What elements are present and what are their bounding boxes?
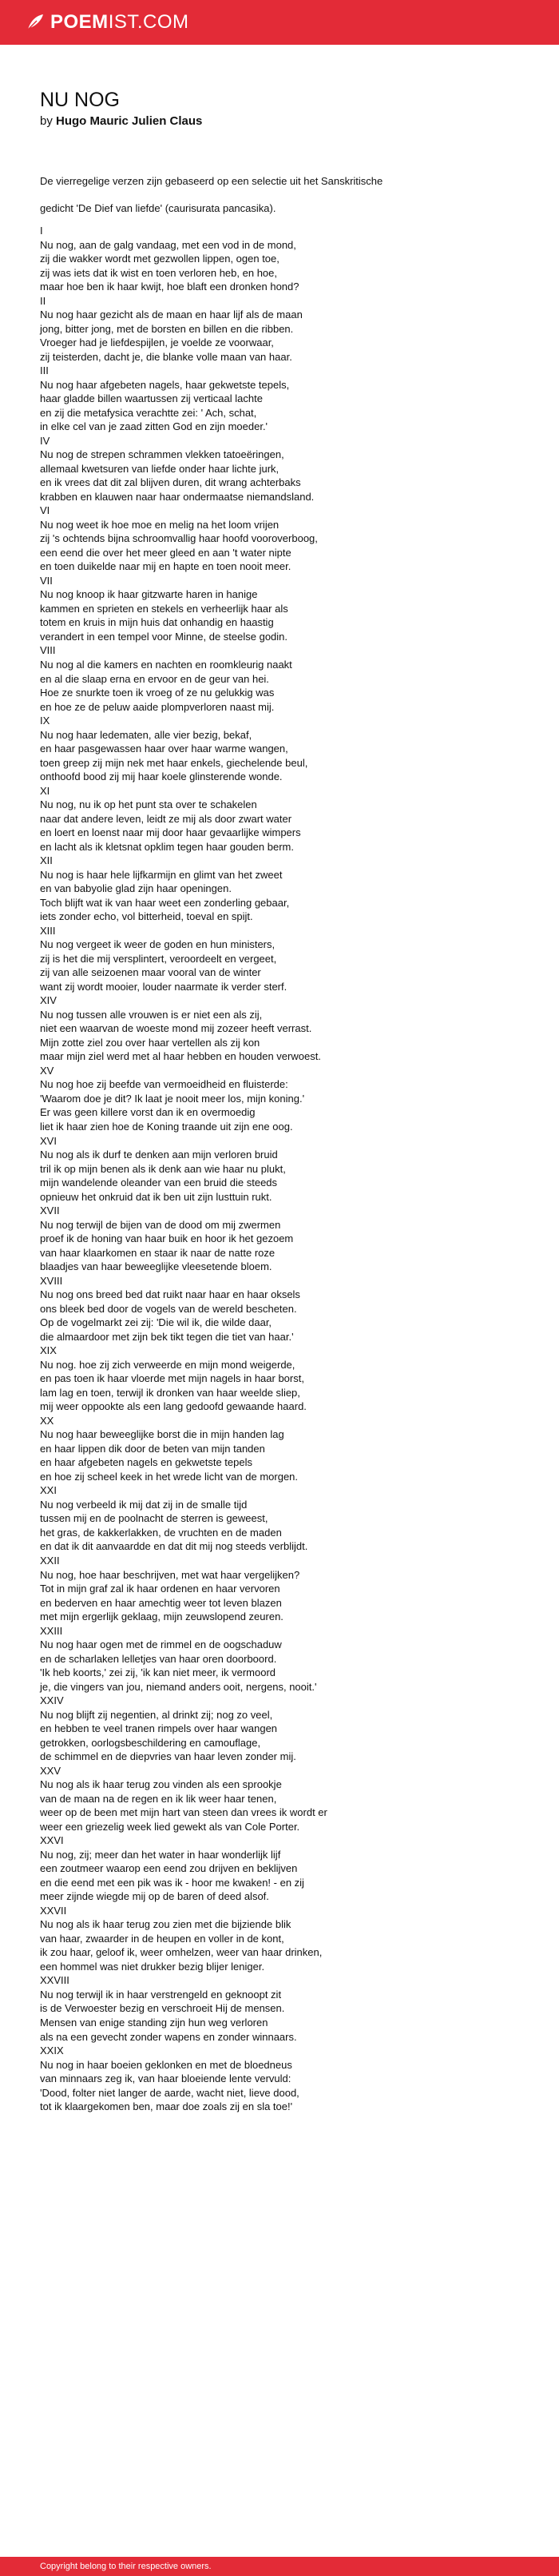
poem-line: van haar klaarkomen en staar ik naar de natte roze — [40, 1246, 276, 1259]
copyright-notice: Copyright belong to their respective owners. — [40, 2562, 212, 2571]
poem-line: haar gladde billen waartussen zij verticaal lachte — [40, 392, 263, 405]
poem-line: Tot in mijn graf zal ik haar ordenen en haar vervoren — [40, 1583, 280, 1595]
poem-line: en lacht als ik kletsnat opklim tegen haar gouden berm. — [40, 840, 294, 853]
stanza-numeral: XXIII — [40, 1624, 63, 1637]
stanza-numeral: XXVI — [40, 1834, 64, 1847]
poem-line: en zij die metafysica verachtte zei: ' Ach, schat, — [40, 406, 257, 419]
poem-line: 'Dood, folter niet langer de aarde, wacht niet, lieve dood, — [40, 2086, 299, 2099]
stanza-numeral: XXIX — [40, 2044, 64, 2057]
poem-line: het gras, de kakkerlakken, de vruchten en de maden — [40, 1526, 282, 1539]
poem-line: tussen mij en de poolnacht de sterren is geweest, — [40, 1512, 268, 1525]
stanza — [40, 1483, 535, 1554]
poem-line: zij teisterden, dacht je, die blanke volle maan van haar. — [40, 350, 292, 363]
stanza — [40, 1764, 535, 1834]
stanza — [40, 1624, 535, 1694]
poem-line: en die eend met een pik was ik - hoor me kwaken! - en zij — [40, 1876, 304, 1889]
poem-line: en bederven en haar amechtig weer tot leven blazen — [40, 1596, 282, 1609]
stanza-numeral: III — [40, 364, 49, 377]
stanza-numeral: XIV — [40, 994, 57, 1007]
feather-icon — [26, 14, 45, 31]
poem-line: Nu nog haar gezicht als de maan en haar lijf als de maan — [40, 309, 303, 321]
stanza — [40, 1904, 535, 1974]
stanza — [40, 1414, 535, 1484]
poem-line: Nu nog haar afgebeten nagels, haar gekwetste tepels, — [40, 378, 290, 391]
poem-line: 'Waarom doe je dit? Ik laat je nooit meer los, mijn koning.' — [40, 1092, 305, 1105]
poem-line: Nu nog haar ledematen, alle vier bezig, bekaf, — [40, 728, 252, 741]
poem-header — [40, 88, 535, 129]
stanza — [40, 1973, 535, 2044]
poem-line: niet een waarvan de woeste mond mij zozeer heeft verrast. — [40, 1022, 312, 1035]
poem-line: Vroeger had je liefdespijlen, je voelde ze voorwaar, — [40, 336, 274, 349]
poem-line: ik zou haar, geloof ik, weer omhelzen, weer van haar drinken, — [40, 1946, 323, 1959]
poem-line: Nu nog is haar hele lijfkarmijn en glimt van het zweet — [40, 868, 283, 881]
poem-line: je, die vingers van jou, niemand anders ooit, nergens, nooit.' — [40, 1680, 317, 1693]
stanza-numeral: IV — [40, 434, 50, 447]
stanza — [40, 2044, 535, 2114]
poem-line: Nu nog tussen alle vrouwen is er niet een als zij, — [40, 1008, 263, 1021]
stanza-numeral: XVII — [40, 1204, 60, 1217]
logo-text — [50, 10, 189, 34]
stanza-numeral: I — [40, 225, 43, 237]
poem-line: en haar afgebeten nagels en gekwetste tepels — [40, 1456, 252, 1469]
poem-line: en hoe ze de peluw aaide plompverloren naast mij. — [40, 700, 275, 713]
poem-line: en haar lippen dik door de beten van mijn tanden — [40, 1442, 265, 1455]
poem-line: Nu nog. hoe zij zich verweerde en mijn mond weigerde, — [40, 1358, 295, 1371]
byline — [40, 113, 535, 129]
stanza — [40, 1204, 535, 1274]
poem-line: Nu nog, zij; meer dan het water in haar wonderlijk lijf — [40, 1848, 281, 1861]
top-bar — [0, 0, 559, 45]
poem-line: Nu nog al die kamers en nachten en roomkleurig naakt — [40, 658, 292, 671]
poem-line: een hommel was niet drukker bezig blijer leniger. — [40, 1960, 265, 1973]
poem-line: zij is het die mij versplintert, veroordeelt en vergeet, — [40, 952, 277, 965]
poem-line: onthoofd bood zij mij haar koele glinsterende wonde. — [40, 770, 283, 783]
poem-line: krabben en klauwen naar haar ondermaatse niemandsland. — [40, 490, 315, 503]
poem-line: jong, bitter jong, met de borsten en billen en die ribben. — [40, 322, 294, 335]
stanza — [40, 1134, 535, 1204]
poem-line: Nu nog in haar boeien geklonken en met de bloedneus — [40, 2058, 292, 2071]
poem-line: en de scharlaken lelletjes van haar oren doorboord. — [40, 1652, 277, 1665]
poem-line: ons bleek bed door de vogels van de wereld bescheten. — [40, 1302, 297, 1315]
stanza-numeral: XX — [40, 1414, 54, 1427]
poem-line: Nu nog weet ik hoe moe en melig na het loom vrijen — [40, 518, 280, 531]
stanza — [40, 1064, 535, 1134]
poem-line: zij 's ochtends bijna schroomvallig haar hoofd vooroverboog, — [40, 532, 318, 545]
stanza-numeral: XI — [40, 784, 50, 797]
poem-line: Mijn zotte ziel zou over haar vertellen als zij kon — [40, 1036, 260, 1049]
poem-line: die almaardoor met zijn bek tikt tegen die tiet van haar.' — [40, 1330, 294, 1343]
poem-line: is de Verwoester bezig en verschroeit Hij de mensen. — [40, 2002, 285, 2015]
poem-line: zij van alle seizoenen maar vooral van de winter — [40, 966, 261, 979]
poem-line: Nu nog knoop ik haar gitzwarte haren in hanige — [40, 588, 258, 601]
poem-line: meer zijnde wiegde mij op de baren of deed alsof. — [40, 1890, 269, 1903]
stanza — [40, 434, 535, 504]
poem-line: en hoe zij scheel keek in het wrede licht van de morgen. — [40, 1470, 299, 1483]
poem-line: en al die slaap erna en ervoor en de geur van hei. — [40, 672, 269, 685]
footer-bar — [0, 2557, 559, 2576]
poem-line: van haar, zwaarder in de heupen en voller in de kont, — [40, 1932, 284, 1945]
stanza-numeral: XXVII — [40, 1904, 67, 1917]
poem-line: totem en kruis in mijn huis dat onhandig en haastig — [40, 616, 274, 629]
poem-line: tot ik klaargekomen ben, maar doe zoals zij en sla toe!' — [40, 2100, 293, 2113]
poem-line: proef ik de honing van haar buik en hoor ik het gezoem — [40, 1232, 294, 1245]
poem-line: opnieuw het onkruid dat ik ben uit zijn lusttuin rukt. — [40, 1190, 272, 1203]
stanza — [40, 1694, 535, 1764]
stanza-numeral: VII — [40, 574, 53, 587]
stanza — [40, 714, 535, 784]
poem-line: en dat ik dit aanvaardde en dat dit mij nog steeds verblijdt. — [40, 1540, 308, 1553]
poem-line: Nu nog ons breed bed dat ruikt naar haar en haar oksels — [40, 1288, 300, 1301]
poem-line: een eend die over het meer gleed en aan 't water nipte — [40, 546, 291, 559]
poem-line: iets zonder echo, vol bitterheid, toeval en spijt. — [40, 910, 253, 923]
poem-line: Nu nog als ik durf te denken aan mijn verloren bruid — [40, 1149, 278, 1161]
stanza — [40, 1554, 535, 1624]
intro-line: De vierregelige verzen zijn gebaseerd op een selectie uit het Sanskritische — [40, 175, 383, 187]
poem-line: blaadjes van haar beweeglijke vleesetende bloem. — [40, 1260, 272, 1273]
poem-line: Nu nog terwijl de bijen van de dood om mij zwermen — [40, 1218, 281, 1231]
poem-line: Nu nog haar ogen met de rimmel en de oogschaduw — [40, 1638, 282, 1651]
poem-line: een zoutmeer waarop een eend zou drijven en beklijven — [40, 1862, 298, 1875]
poem-line: Nu nog de strepen schrammen vlekken tatoeëringen, — [40, 448, 284, 461]
stanza — [40, 854, 535, 924]
poem-line: Hoe ze snurkte toen ik vroeg of ze nu gelukkig was — [40, 687, 275, 699]
stanza-numeral: XVI — [40, 1134, 57, 1147]
poem-line: zij was iets dat ik wist en toen verloren heb, en hoe, — [40, 266, 277, 279]
poem-line: want zij wordt mooier, louder naarmate ik verder sterf. — [40, 980, 287, 993]
poem-line: Op de vogelmarkt zei zij: 'Die wil ik, die wilde daar, — [40, 1316, 272, 1329]
poem-line: Nu nog haar beweeglijke borst die in mijn handen lag — [40, 1428, 284, 1441]
poem-line: de schimmel en de diepvries van haar leven zonder mij. — [40, 1750, 296, 1763]
byline-prefix: by — [40, 114, 53, 128]
stanza — [40, 364, 535, 434]
stanza — [40, 1274, 535, 1344]
stanza-numeral: XXI — [40, 1484, 57, 1497]
stanza-numeral: XV — [40, 1064, 54, 1077]
poem-line: Mensen van enige standing zijn hun weg verloren — [40, 2017, 268, 2029]
stanza — [40, 993, 535, 1064]
poem-line: Nu nog terwijl ik in haar verstrengeld en geknoopt zit — [40, 1988, 282, 2001]
stanza-numeral: XIII — [40, 924, 56, 937]
poem-title: NU NOG — [40, 89, 120, 111]
stanza — [40, 504, 535, 574]
poem-line: Nu nog vergeet ik weer de goden en hun ministers, — [40, 938, 276, 951]
stanza — [40, 1344, 535, 1414]
poem-line: getrokken, oorlogsbeschildering en camouflage, — [40, 1736, 261, 1749]
poem-line: Nu nog, hoe haar beschrijven, met wat haar vergelijken? — [40, 1568, 300, 1581]
poem-line: Nu nog blijft zij negentien, al drinkt zij; nog zo veel, — [40, 1708, 273, 1721]
poem-line: maar hoe ben ik haar kwijt, hoe blaft een dronken hond? — [40, 281, 299, 293]
poem-line: met mijn ergerlijk geklaag, mijn zeuwslopend zeuren. — [40, 1610, 283, 1623]
poem-line: Er was geen killere vorst dan ik en overmoedig — [40, 1106, 256, 1119]
stanza — [40, 1833, 535, 1904]
poem-line: Nu nog als ik haar terug zou vinden als een sprookje — [40, 1778, 282, 1791]
poem-line: tril ik op mijn benen als ik denk aan wie haar nu plukt, — [40, 1162, 286, 1175]
poem-line: Nu nog, aan de galg vandaag, met een vod in de mond, — [40, 238, 296, 251]
stanza-numeral: II — [40, 294, 46, 307]
stanza-numeral: VIII — [40, 644, 56, 657]
poem-line: in elke cel van je zaad zitten God en zijn moeder.' — [40, 420, 268, 433]
stanza — [40, 224, 535, 294]
stanza-numeral: XXV — [40, 1764, 61, 1777]
intro-line: gedicht 'De Dief van liefde' (caurisurata pancasika). — [40, 201, 276, 214]
poem-line: Toch blijft wat ik van haar weet een zonderling gebaar, — [40, 896, 290, 909]
poem-line: van de maan na de regen en ik lik weer haar tenen, — [40, 1792, 277, 1805]
stanza — [40, 784, 535, 854]
poem-line: toen greep zij mijn nek met haar enkels, giechelende beul, — [40, 756, 308, 769]
poem-line: weer op de been met mijn hart van steen dan vrees ik wordt er — [40, 1806, 327, 1819]
stanza — [40, 574, 535, 644]
poem-line: naar dat andere leven, leidt ze mij als door zwart water — [40, 812, 292, 825]
author-name[interactable]: Hugo Mauric Julien Claus — [56, 114, 203, 128]
poem-line: weer een griezelig week lied gewekt als van Cole Porter. — [40, 1820, 300, 1833]
stanza-numeral: XXII — [40, 1554, 60, 1567]
logo-text-light: IST.COM — [108, 11, 189, 33]
poem-line: en loert en loenst naar mij door haar gevaarlijke wimpers — [40, 826, 301, 839]
site-logo[interactable] — [26, 10, 189, 34]
stanza-numeral: XXIV — [40, 1694, 64, 1707]
stanza-numeral: IX — [40, 715, 50, 727]
poem-line: en hebben te veel tranen rimpels over haar wangen — [40, 1722, 278, 1735]
poem-line: verandert in een tempel voor Minne, de steelse godin. — [40, 630, 288, 643]
poem-line: en pas toen ik haar vloerde met mijn nagels in haar borst, — [40, 1372, 304, 1385]
poem-line: en haar pasgewassen haar over haar warme wangen, — [40, 743, 288, 755]
poem-line: en toen duikelde naar mij en hapte en toen nooit meer. — [40, 560, 291, 573]
poem-line: Nu nog verbeeld ik mij dat zij in de smalle tijd — [40, 1498, 248, 1511]
poem-line: als na een gevecht zonder wapens en zonder winnaars. — [40, 2030, 297, 2043]
poem-line: mijn wandelende oleander van een bruid die steeds — [40, 1177, 278, 1189]
poem-line: van minnaars zeg ik, van haar bloeiende lente vervuld: — [40, 2072, 291, 2085]
poem-line: 'Ik heb koorts,' zei zij, 'ik kan niet meer, ik vermoord — [40, 1666, 276, 1679]
poem-line: liet ik haar zien hoe de Koning traande uit zijn ene oog. — [40, 1121, 293, 1133]
stanza — [40, 643, 535, 714]
stanza-numeral: XIX — [40, 1344, 57, 1357]
stanza-numeral: XXVIII — [40, 1974, 69, 1987]
poem-line: Nu nog als ik haar terug zou zien met die bijziende blik — [40, 1918, 291, 1931]
poem-line: en ik vrees dat dit zal blijven duren, dit wrang achterbaks — [40, 476, 301, 489]
stanza-numeral: VI — [40, 504, 50, 517]
logo-text-bold: POEM — [50, 11, 109, 33]
poem-line: en van babyolie glad zijn haar openingen. — [40, 882, 232, 895]
poem-line: Nu nog hoe zij beefde van vermoeidheid en fluisterde: — [40, 1078, 288, 1091]
poem-line: kammen en sprieten en stekels en verheerlijk haar als — [40, 602, 288, 615]
poem-line: allemaal kwetsuren van liefde onder haar lichte jurk, — [40, 462, 280, 475]
poem-line: zij die wakker wordt met gezwollen lippen, ogen toe, — [40, 253, 280, 265]
poem-line: mij weer oppookte als een lang gedoofd gewaande haard. — [40, 1400, 307, 1413]
stanza — [40, 294, 535, 364]
poem-line: lam lag en toen, terwijl ik dronken van haar weelde sliep, — [40, 1386, 300, 1399]
stanza-numeral: XII — [40, 854, 53, 867]
poem-intro — [40, 174, 535, 215]
stanza — [40, 924, 535, 994]
stanza-numeral: XVIII — [40, 1274, 63, 1287]
poem-line: Nu nog, nu ik op het punt sta over te schakelen — [40, 798, 257, 811]
poem-body — [40, 224, 535, 2114]
poem-line: maar mijn ziel werd met al haar hebben en houden verwoest. — [40, 1050, 321, 1063]
